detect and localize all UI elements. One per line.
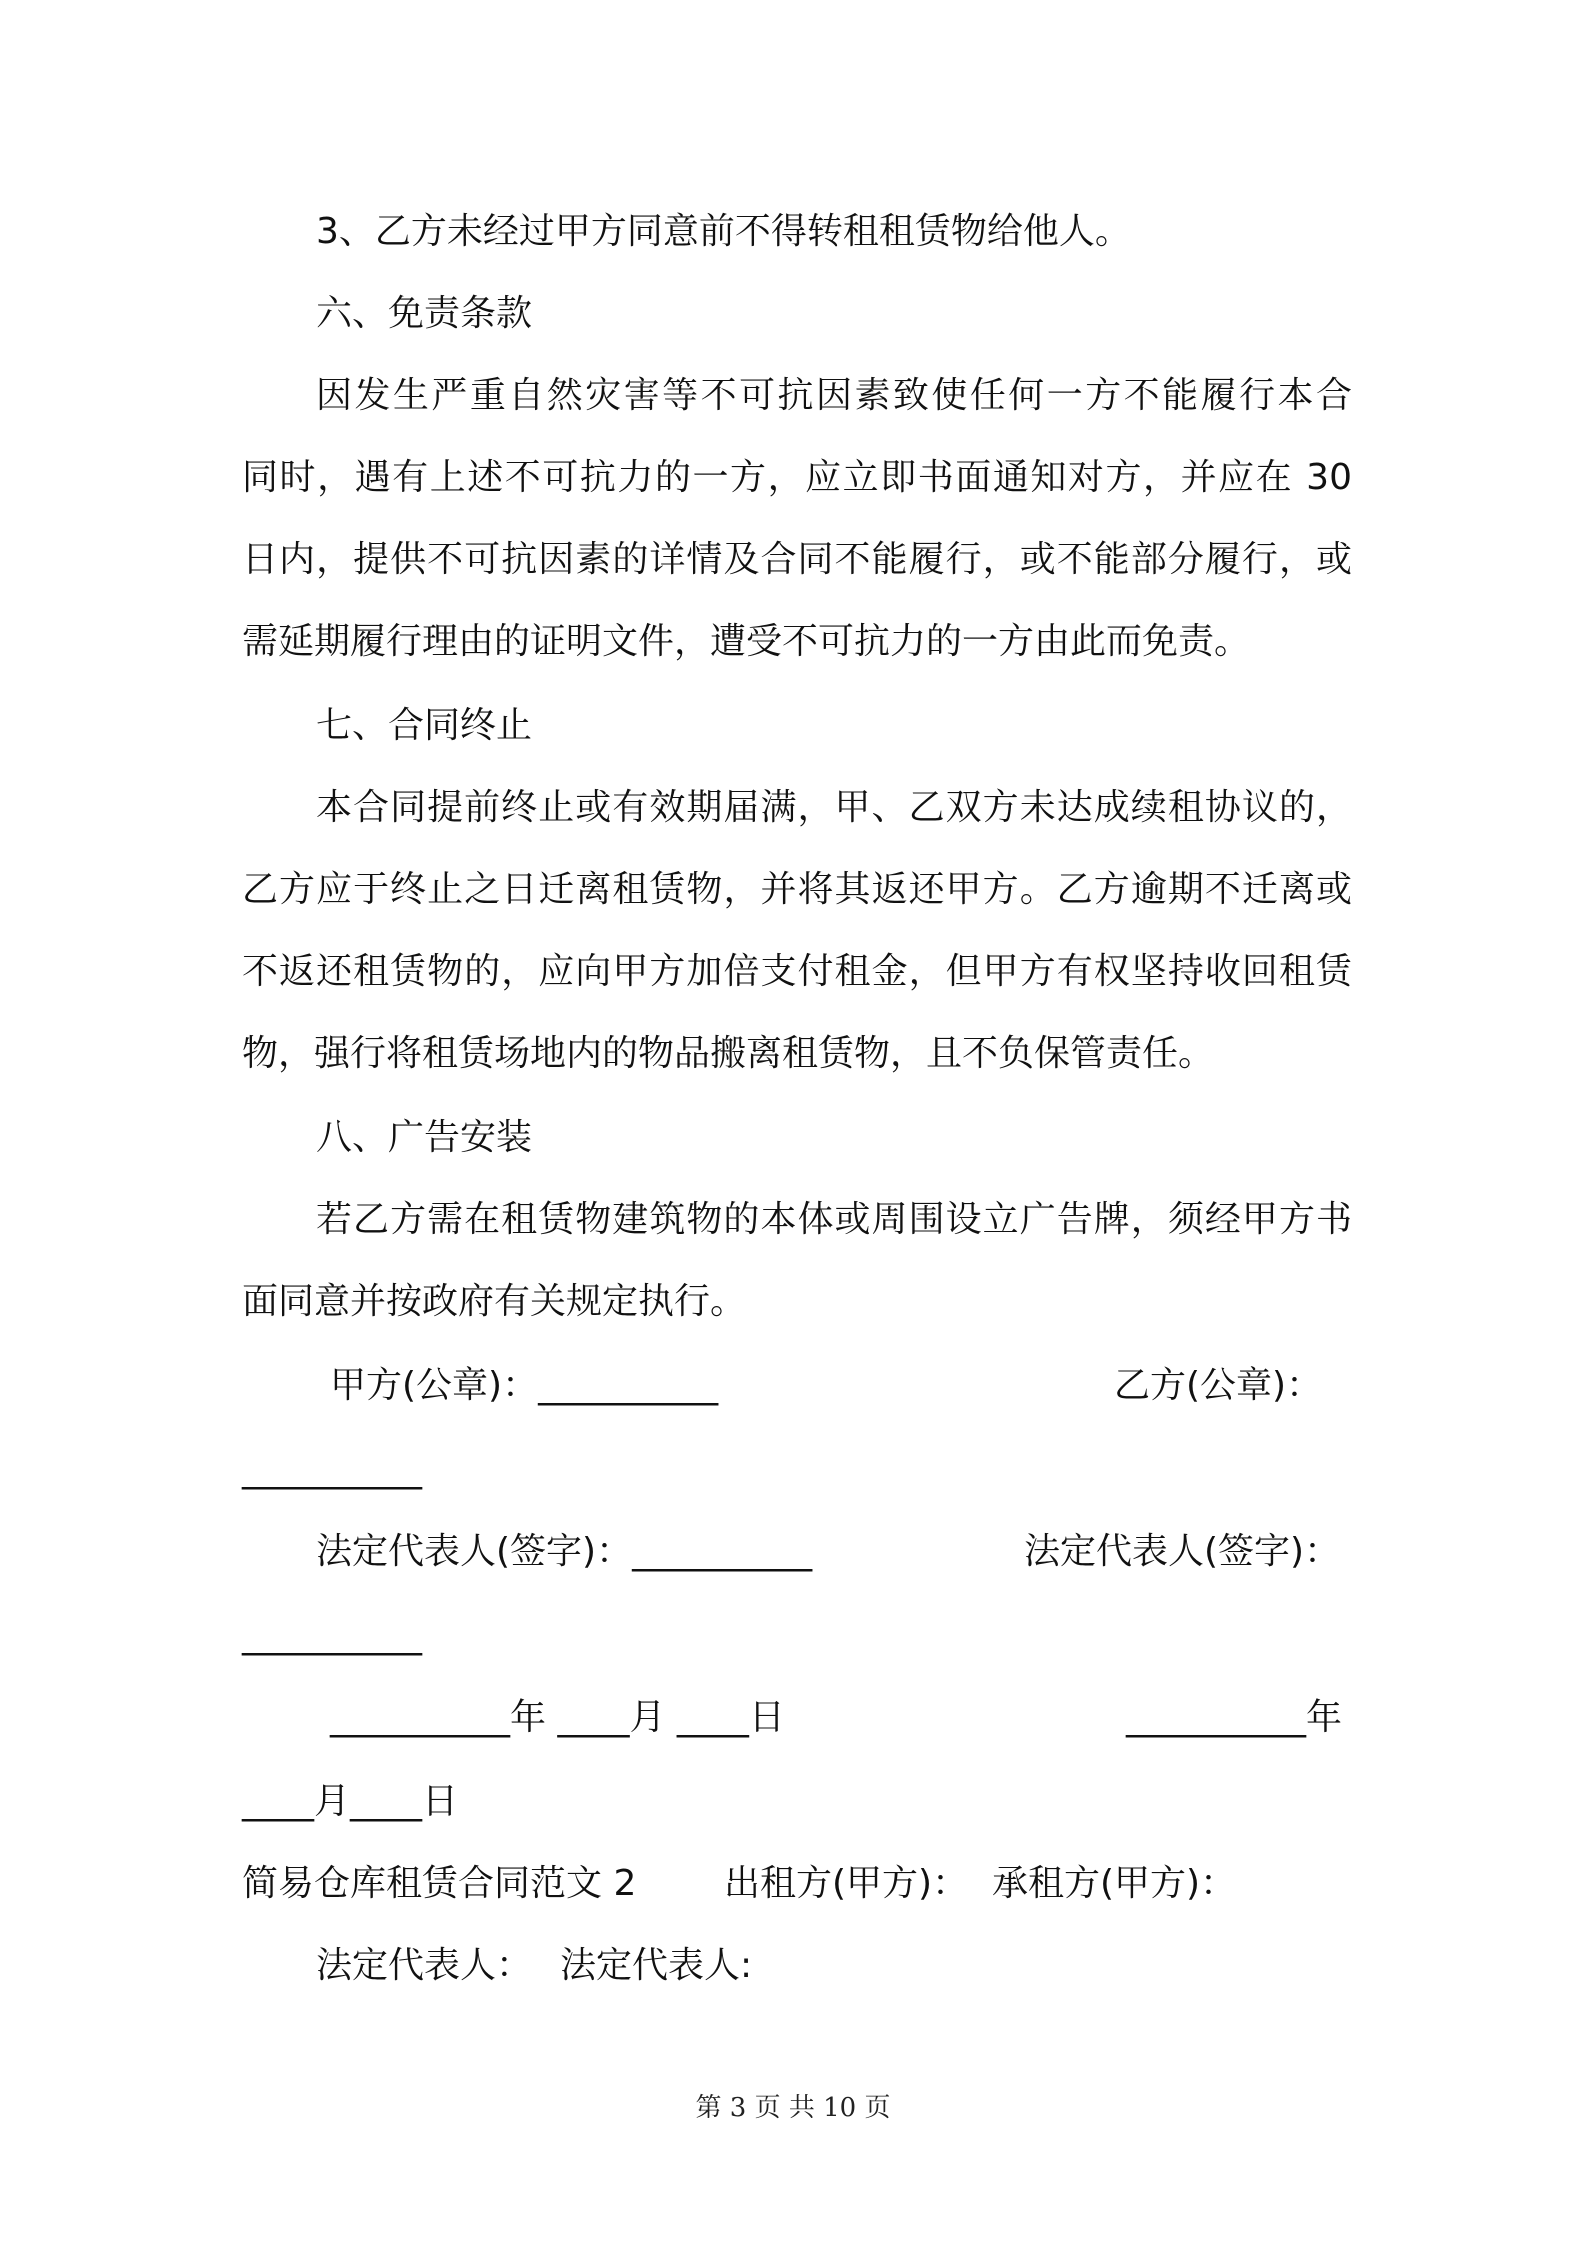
- party-b-representative: 法定代表人(签字)：: [1024, 1531, 1341, 1572]
- lessee-label: 承租方(甲方)：: [992, 1863, 1237, 1904]
- lessee-representative: 法定代表人:: [560, 1945, 753, 1986]
- page-number-footer: 第 3 页 共 10 页: [695, 2093, 891, 2123]
- lessor-representative: 法定代表人：: [316, 1945, 533, 1986]
- party-b-seal: 乙方(公章)：: [1114, 1365, 1323, 1406]
- paragraph-exemption-line-2: 同时，遇有上述不可抗力的一方，应立即书面通知对方，并应在 30: [242, 457, 1352, 498]
- paragraph-exemption-line-4: 需延期履行理由的证明文件，遭受不可抗力的一方由此而免责。: [242, 621, 1251, 662]
- party-b-date: __________年: [1126, 1697, 1343, 1738]
- party-b-representative-blank: __________: [242, 1615, 422, 1656]
- paragraph-termination-line-4: 物，强行将租赁场地内的物品搬离租赁物，且不负保管责任。: [242, 1033, 1215, 1074]
- paragraph-advertising-line-1: 若乙方需在租赁物建筑物的本体或周围设立广告牌，须经甲方书: [316, 1199, 1352, 1240]
- clause-5-3: 3、乙方未经过甲方同意前不得转租租赁物给他人。: [316, 211, 1131, 252]
- party-b-date-continued: ____月____日: [242, 1781, 459, 1822]
- party-a-seal: 甲方(公章)：__________: [330, 1365, 719, 1406]
- party-b-seal-blank: __________: [242, 1449, 422, 1490]
- paragraph-exemption-line-3: 日内，提供不可抗因素的详情及合同不能履行，或不能部分履行，或: [242, 539, 1352, 580]
- party-a-representative: 法定代表人(签字)：__________: [316, 1531, 813, 1572]
- paragraph-termination-line-3: 不返还租赁物的，应向甲方加倍支付租金，但甲方有权坚持收回租赁: [242, 951, 1352, 992]
- lessor-label: 出租方(甲方)：: [724, 1863, 969, 1904]
- paragraph-exemption-line-1: 因发生严重自然灾害等不可抗因素致使任何一方不能履行本合: [316, 375, 1352, 416]
- heading-exemption: 六、免责条款: [316, 293, 533, 334]
- paragraph-termination-line-2: 乙方应于终止之日迁离租赁物，并将其返还甲方。乙方逾期不迁离或: [242, 869, 1352, 910]
- heading-advertising: 八、广告安装: [316, 1117, 533, 1158]
- heading-termination: 七、合同终止: [316, 705, 533, 746]
- paragraph-advertising-line-2: 面同意并按政府有关规定执行。: [242, 1281, 747, 1322]
- paragraph-termination-line-1: 本合同提前终止或有效期届满，甲、乙双方未达成续租协议的，: [316, 787, 1352, 828]
- section-2-title: 简易仓库租赁合同范文 2: [242, 1863, 637, 1904]
- party-a-date: __________年 ____月 ____日: [330, 1697, 785, 1738]
